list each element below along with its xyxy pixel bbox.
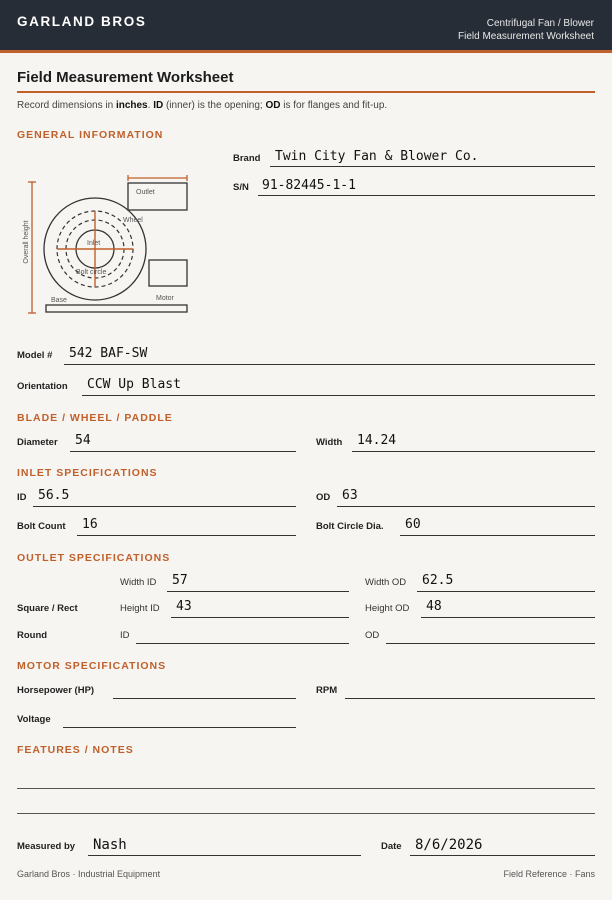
bolt-count-underline xyxy=(77,535,296,536)
width-field[interactable]: 14.24 xyxy=(357,433,397,448)
inlet-id-label: ID xyxy=(17,492,27,503)
section-notes: FEATURES / NOTES xyxy=(17,744,134,756)
inlet-od-underline xyxy=(337,506,595,507)
outlet-shape xyxy=(128,183,187,210)
sn-field[interactable]: 91-82445-1-1 xyxy=(262,178,356,193)
intro-part4: is for flanges and fit-up. xyxy=(280,100,388,111)
inlet-od-field[interactable]: 63 xyxy=(342,488,358,503)
rpm-underline xyxy=(345,698,595,699)
height-od-label: Height OD xyxy=(365,603,410,614)
width-underline xyxy=(352,451,595,452)
square-rect-label: Square / Rect xyxy=(17,603,78,614)
diameter-underline xyxy=(70,451,296,452)
intro-part2: . xyxy=(147,100,154,111)
diameter-label: Diameter xyxy=(17,437,58,448)
height-id-underline xyxy=(171,617,349,618)
brand-field[interactable]: Twin City Fan & Blower Co. xyxy=(275,149,479,164)
round-od-label: OD xyxy=(365,630,380,641)
section-outlet: OUTLET SPECIFICATIONS xyxy=(17,552,171,564)
orientation-underline xyxy=(82,395,595,396)
round-id-underline xyxy=(136,643,349,644)
inlet-od-label: OD xyxy=(316,492,331,503)
height-od-field[interactable]: 48 xyxy=(426,599,442,614)
company-name: GARLAND BROS xyxy=(17,14,147,29)
date-label: Date xyxy=(381,841,402,852)
sn-label: S/N xyxy=(233,182,249,193)
bolt-circle-underline xyxy=(400,535,595,536)
label-wheel: Wheel xyxy=(123,217,143,224)
measured-by-label: Measured by xyxy=(17,841,76,852)
orientation-label: Orientation xyxy=(17,381,68,392)
rpm-label: RPM xyxy=(316,685,338,696)
width-od-underline xyxy=(417,591,595,592)
label-overall-height: Overall height xyxy=(23,220,30,264)
height-id-label: Height ID xyxy=(120,603,160,614)
fan-diagram xyxy=(17,170,197,320)
footer-left: Garland Bros · Industrial Equipment xyxy=(17,869,161,879)
intro-od: OD xyxy=(265,100,281,111)
header-bar xyxy=(0,0,612,50)
horsepower-underline xyxy=(113,698,296,699)
intro-part1: Record dimensions in xyxy=(17,100,116,111)
section-general: GENERAL INFORMATION xyxy=(17,129,164,141)
round-label: Round xyxy=(17,630,48,641)
label-outlet: Outlet xyxy=(136,189,155,196)
section-inlet: INLET SPECIFICATIONS xyxy=(17,467,158,479)
date-field[interactable]: 8/6/2026 xyxy=(415,837,483,853)
round-id-label: ID xyxy=(120,630,130,641)
inlet-id-underline xyxy=(33,506,296,507)
bolt-circle-field[interactable]: 60 xyxy=(405,517,421,532)
header-subtitle-line2: Field Measurement Worksheet xyxy=(458,31,594,42)
title-divider xyxy=(17,91,595,93)
width-od-field[interactable]: 62.5 xyxy=(422,573,454,588)
header-subtitle-line1: Centrifugal Fan / Blower xyxy=(486,18,594,29)
intro-id: ID xyxy=(153,100,164,111)
intro-part3: (inner) is the opening; xyxy=(163,100,266,111)
motor-shape xyxy=(149,260,187,286)
page-title: Field Measurement Worksheet xyxy=(17,69,234,86)
horsepower-label: Horsepower (HP) xyxy=(17,685,95,696)
bolt-count-label: Bolt Count xyxy=(17,521,66,532)
notes-line-1[interactable] xyxy=(17,788,595,789)
width-id-underline xyxy=(167,591,349,592)
brand-label: Brand xyxy=(233,153,261,164)
footer-right: Field Reference · Fans xyxy=(503,869,595,879)
measured-by-underline xyxy=(88,855,361,856)
base-shape xyxy=(46,305,187,312)
intro-text xyxy=(17,100,387,111)
label-inlet: Inlet xyxy=(87,240,101,247)
date-underline xyxy=(410,855,595,856)
label-bolt-circle: Bolt circle xyxy=(76,269,107,276)
width-label: Width xyxy=(316,437,343,448)
bolt-count-field[interactable]: 16 xyxy=(82,517,98,532)
width-id-field[interactable]: 57 xyxy=(172,573,188,588)
voltage-underline xyxy=(63,727,296,728)
inlet-id-field[interactable]: 56.5 xyxy=(38,488,70,503)
bolt-circle-label: Bolt Circle Dia. xyxy=(316,521,384,532)
round-od-underline xyxy=(386,643,595,644)
header-subtitle xyxy=(458,17,594,43)
intro-inches: inches xyxy=(115,100,148,111)
height-od-underline xyxy=(421,617,595,618)
label-base: Base xyxy=(51,297,67,304)
notes-line-2[interactable] xyxy=(17,813,595,814)
measured-by-field[interactable]: Nash xyxy=(93,837,127,853)
orientation-field[interactable]: CCW Up Blast xyxy=(87,377,181,392)
label-motor: Motor xyxy=(156,295,174,302)
model-field[interactable]: 542 BAF-SW xyxy=(69,346,148,361)
diameter-field[interactable]: 54 xyxy=(75,433,91,448)
model-underline xyxy=(64,364,595,365)
width-id-label: Width ID xyxy=(120,577,157,588)
brand-underline xyxy=(270,166,595,167)
model-label: Model # xyxy=(17,350,53,361)
width-od-label: Width OD xyxy=(365,577,407,588)
sn-underline xyxy=(258,195,595,196)
section-motor: MOTOR SPECIFICATIONS xyxy=(17,660,167,672)
height-id-field[interactable]: 43 xyxy=(176,599,192,614)
section-blade: BLADE / WHEEL / PADDLE xyxy=(17,412,173,424)
voltage-label: Voltage xyxy=(17,714,51,725)
header-accent-stripe xyxy=(0,50,612,53)
